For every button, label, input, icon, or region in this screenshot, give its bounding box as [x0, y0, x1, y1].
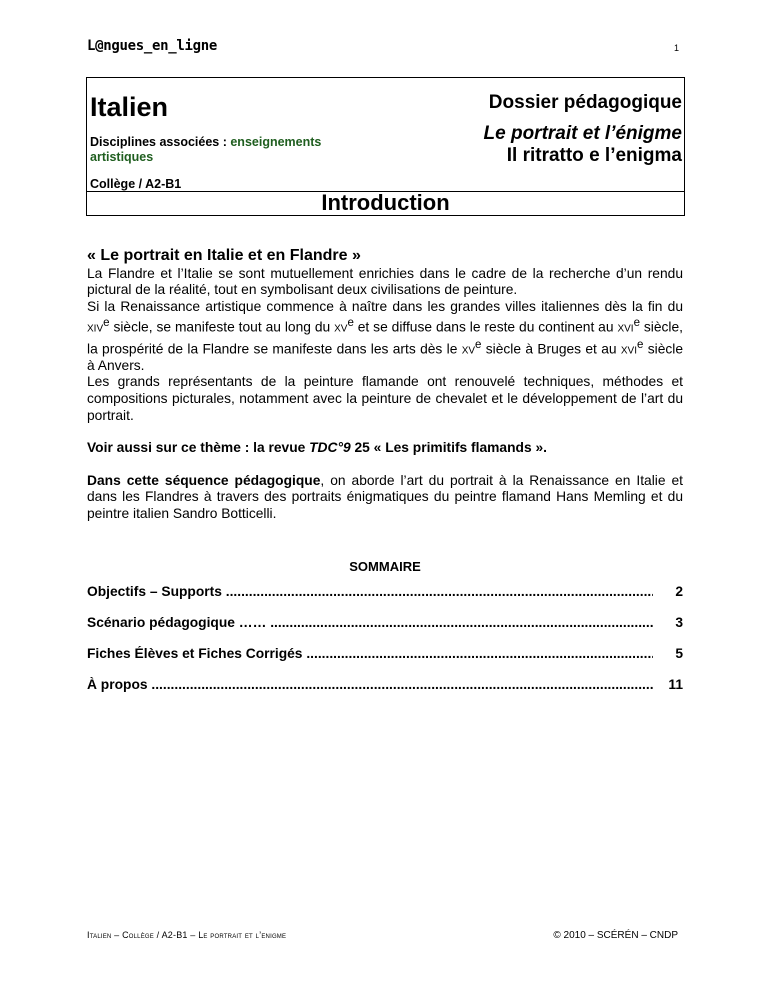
- subject-title: Italien: [90, 92, 169, 122]
- dossier-label: Dossier pédagogique: [488, 92, 682, 113]
- header-box: [86, 77, 685, 192]
- text: siècle à Anvers.: [87, 341, 683, 373]
- century: xv: [334, 319, 348, 335]
- footer-right: © 2010 – SCÉRÉN – CNDP: [553, 930, 678, 941]
- toc-row[interactable]: [87, 646, 683, 677]
- toc-label: Objectifs – Supports .....: [87, 584, 653, 615]
- section-title-box: [86, 191, 685, 216]
- text: 25 « Les primitifs flamands ».: [350, 440, 547, 456]
- toc-label: Fiches Élèves et Fiches Corrigés .....: [87, 646, 653, 677]
- text: siècle, se manifeste tout au long du: [109, 319, 335, 335]
- section-title: Introduction: [321, 190, 450, 215]
- toc-label: À propos .....: [87, 677, 653, 708]
- disciplines-value: enseignements artistiques: [90, 135, 322, 164]
- disciplines-label: Disciplines associées :: [90, 135, 231, 149]
- toc-row[interactable]: [87, 584, 683, 615]
- theme-italian: Il ritratto e l’enigma: [506, 145, 682, 166]
- paragraph: [87, 266, 683, 425]
- table-of-contents: [87, 584, 683, 708]
- text: , on aborde l’art du portrait à la Renaissance en Italie et dans les Flandres à travers des portraits énigmatiques du peintre flamand Hans Memling et du peintre italien Sandro Botticelli.: [87, 472, 683, 521]
- toc-page: 3: [675, 615, 683, 630]
- text: siècle à Bruges et au: [481, 341, 621, 357]
- toc-row[interactable]: [87, 615, 683, 646]
- disciplines: [90, 135, 380, 165]
- text: Dans cette séquence pédagogique: [87, 472, 321, 488]
- text: et se diffuse dans le reste du continent au: [353, 319, 618, 335]
- level: Collège / A2-B1: [90, 177, 182, 191]
- review-name: TDC°9: [309, 440, 351, 456]
- century: xvi: [617, 319, 634, 335]
- header-right: [484, 92, 682, 167]
- text: La Flandre et l’Italie se sont mutuellement enrichies dans le cadre de la recherche d’un rendu pictural de la réalité, tout en symbolisant deux civilisations de peinture.: [87, 265, 683, 298]
- see-also: [87, 440, 683, 457]
- century: xiv: [87, 319, 104, 335]
- superscript: e: [475, 338, 482, 351]
- toc-page: 5: [675, 646, 683, 661]
- century: xv: [461, 341, 476, 357]
- theme-french: Le portrait et l’énigme: [483, 123, 682, 144]
- superscript: e: [103, 317, 110, 330]
- intro-content: [87, 248, 683, 575]
- text: Voir aussi sur ce thème : la revue: [87, 440, 310, 456]
- header-left: [90, 92, 380, 191]
- sommaire-title: SOMMAIRE: [349, 558, 421, 574]
- sequence-paragraph: [87, 473, 683, 523]
- toc-label: Scénario pédagogique …… .....: [87, 615, 653, 646]
- toc-page: 11: [668, 677, 683, 692]
- logo: L@ngues_en_ligne: [87, 38, 218, 54]
- text: Les grands représentants de la peinture flamande ont renouvelé techniques, méthodes et compositions picturales, notamment avec la peinture de chevalet et le développement de l’art du portrait.: [87, 374, 683, 423]
- page-number: 1: [674, 43, 680, 53]
- superscript: e: [347, 317, 354, 330]
- toc-row[interactable]: [87, 677, 683, 708]
- superscript: e: [637, 338, 644, 351]
- toc-page: 2: [675, 584, 683, 599]
- century: xvi: [620, 341, 637, 357]
- intro-subtitle: « Le portrait en Italie et en Flandre »: [87, 247, 361, 264]
- superscript: e: [633, 317, 640, 330]
- footer-left: Italien – Collège / A2-B1 – Le portrait et l’enigme: [87, 930, 287, 940]
- text: Si la Renaissance artistique commence à naître dans les grandes villes italiennes dès la fin du: [87, 298, 683, 314]
- text: siècle, la prospérité de la Flandre se manifeste dans les arts dès le: [87, 319, 683, 357]
